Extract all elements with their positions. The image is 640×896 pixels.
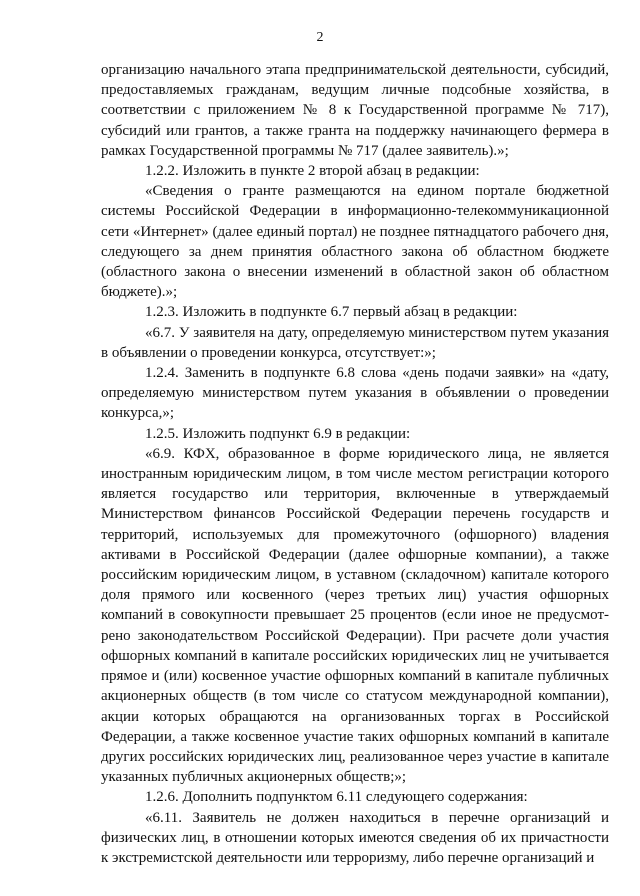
page-number: 2	[316, 30, 324, 45]
paragraph-item-1-2-3: 1.2.3. Изложить в подпункте 6.7 первый абзац в редакции:	[145, 304, 518, 321]
paragraph-6-11-quote: «6.11. Заявитель не должен находиться в перечне организаций и физических лиц, в отношении которых имеются сведения об их причастности к экстремистской деятельности или терроризму, либо перечне организаций и	[101, 809, 609, 866]
paragraph-item-1-2-4: 1.2.4. Заменить в подпункте 6.8 слова «день подачи заявки» на «дату, определяемую министерством путем указания в объявлении о проведении конкурса,»;	[101, 365, 609, 422]
paragraph-item-1-2-6: 1.2.6. Дополнить подпунктом 6.11 следующего содержания:	[145, 789, 528, 806]
paragraph-6-9-quote: «6.9. КФХ, образованное в форме юридического лица, не является иностранным юридическим лицом, в том числе местом регистрации которого является государство или территория, включенные в утверждаемый Министерством финансов Российской Федерации перечень государств и территорий, используемых для промежуточного (офшорного) владения активами в Российской Федерации (далее офшорные компании), а также российским юридическим лицом, в уставном (складочном) капитале которого доля прямого или косвенного (через третьих лиц) участия офшорных компаний в совокупности превышает 25 процентов (если иное не предусмот-рено законодательством Российской Федерации). При расчете доли участия офшорных компаний в капитале российских юридических лиц не учитывается прямое и (или) косвенное участие офшорных компаний в капитале публичных акционерных обществ (в том числе со статусом международной компании), акции которых обращаются на организованных торгах в Российской Федерации, а также косвенное участие таких офшорных компаний в капитале других российских юридических лиц, реализованное через участие в капитале указанных публичных акционерных обществ;»;	[101, 445, 609, 786]
paragraph-item-1-2-5: 1.2.5. Изложить подпункт 6.9 в редакции:	[145, 425, 411, 442]
paragraph-grant-info-quote: «Сведения о гранте размещаются на едином портале бюджетной системы Российской Федерации в информационно-телекоммуникационной сети «Интернет» (далее единый портал) не позднее пятнадцатого рабочего дня, следующего за днем принятия областного закона об областном бюджете (областного закона о внесении изменений в областной закон об областном бюджете).»;	[101, 183, 609, 301]
document-body	[101, 60, 609, 868]
paragraph-continuation: организацию начального этапа предпринимательской деятельности, субсидий, предоставляемых гражданам, ведущим личные подсобные хозяйства, в соответствии с приложением № 8 к Государственной программе № 717), субсидий или грантов, а также гранта на поддержку начинающего фермера в рамках Государственной программы № 717 (далее заявитель).»;	[101, 62, 609, 159]
paragraph-item-1-2-2: 1.2.2. Изложить в пункте 2 второй абзац в редакции:	[145, 163, 480, 180]
paragraph-6-7-quote: «6.7. У заявителя на дату, определяемую министерством путем указания в объявлении о проведении конкурса, отсутствует:»;	[101, 324, 609, 361]
